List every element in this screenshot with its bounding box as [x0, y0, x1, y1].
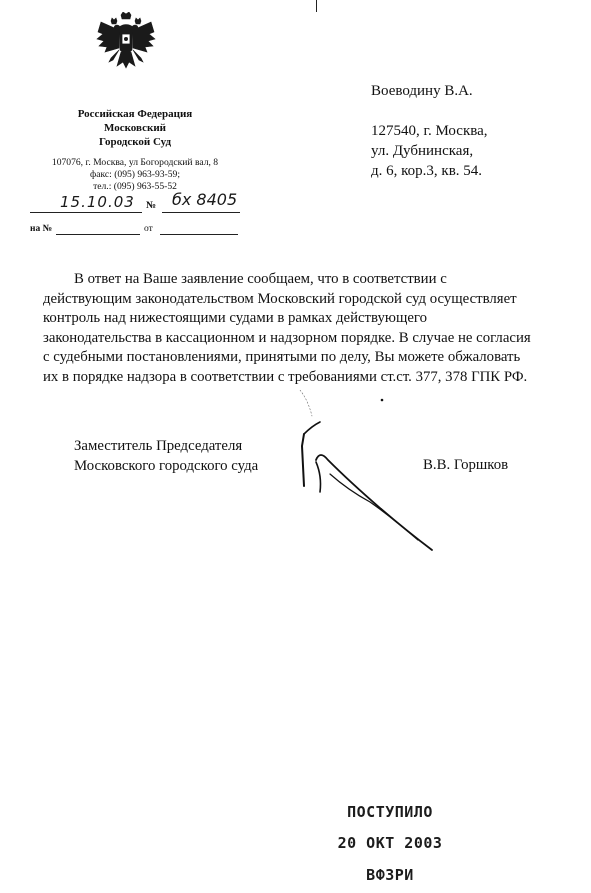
sender-address [30, 157, 240, 193]
signatory-title-line-1: Заместитель Председателя [74, 438, 243, 454]
org-line-2: Московский [103, 122, 166, 134]
ref-number-label: на № [30, 224, 53, 234]
org-line-1: Российская Федерация [77, 108, 193, 120]
ref-from-underline [160, 234, 238, 235]
date-underline [30, 212, 142, 213]
body-line-2: действующим законодательством Московский городской суд осуществляет [43, 290, 517, 307]
signatory-title [74, 437, 258, 476]
received-stamp-date: 20 ОКТ 2003 [337, 834, 443, 852]
body-line-4: законодательства в кассационном и надзорном порядке. В случае не согласия [43, 329, 531, 346]
recipient-address-line-2: ул. Дубнинская, [371, 143, 474, 159]
sender-organization [40, 107, 230, 149]
body-line-1: В ответ на Ваше заявление сообщаем, что в соответствии с [74, 271, 447, 287]
number-underline [162, 212, 240, 213]
page-edge-mark [316, 0, 317, 12]
handwritten-number: бх 8405 [172, 190, 238, 209]
ref-from-label: от [144, 224, 153, 234]
sender-street: 107076, г. Москва, ул Богородский вал, 8 [51, 157, 219, 168]
body-line-5: с судебными постановлениями, принятыми по делу, Вы можете обжаловать [43, 349, 521, 365]
coat-of-arms-icon [95, 12, 157, 76]
sender-phone: тел.: (095) 963-55-52 [93, 181, 177, 192]
received-stamp-label: ПОСТУПИЛО [347, 803, 433, 821]
handwritten-signature [290, 390, 450, 560]
recipient-address [371, 121, 488, 181]
signatory-title-line-2: Московского городского суда [74, 457, 259, 474]
recipient-address-line-3: д. 6, кор.3, кв. 54. [371, 163, 483, 179]
signatory-name: В.В. Горшков [423, 457, 509, 473]
number-label: № [146, 200, 157, 211]
recipient-name: Воеводину В.А. [371, 83, 473, 99]
handwritten-date: 15.10.03 [60, 193, 135, 211]
org-line-3: Городской Суд [98, 136, 172, 148]
recipient-address-line-1: 127540, г. Москва, [371, 123, 488, 139]
body-line-6: их в порядке надзора в соответствии с требованиями ст.ст. 377, 378 ГПК РФ. [43, 368, 528, 385]
ref-number-underline [56, 234, 140, 235]
body-line-3: контроль над нижестоящими судами в рамках действующего [43, 310, 428, 326]
letter-body [43, 270, 590, 387]
sender-fax: факс: (095) 963-93-59; [89, 169, 181, 180]
received-stamp-department: ВФЗРИ [366, 866, 414, 884]
